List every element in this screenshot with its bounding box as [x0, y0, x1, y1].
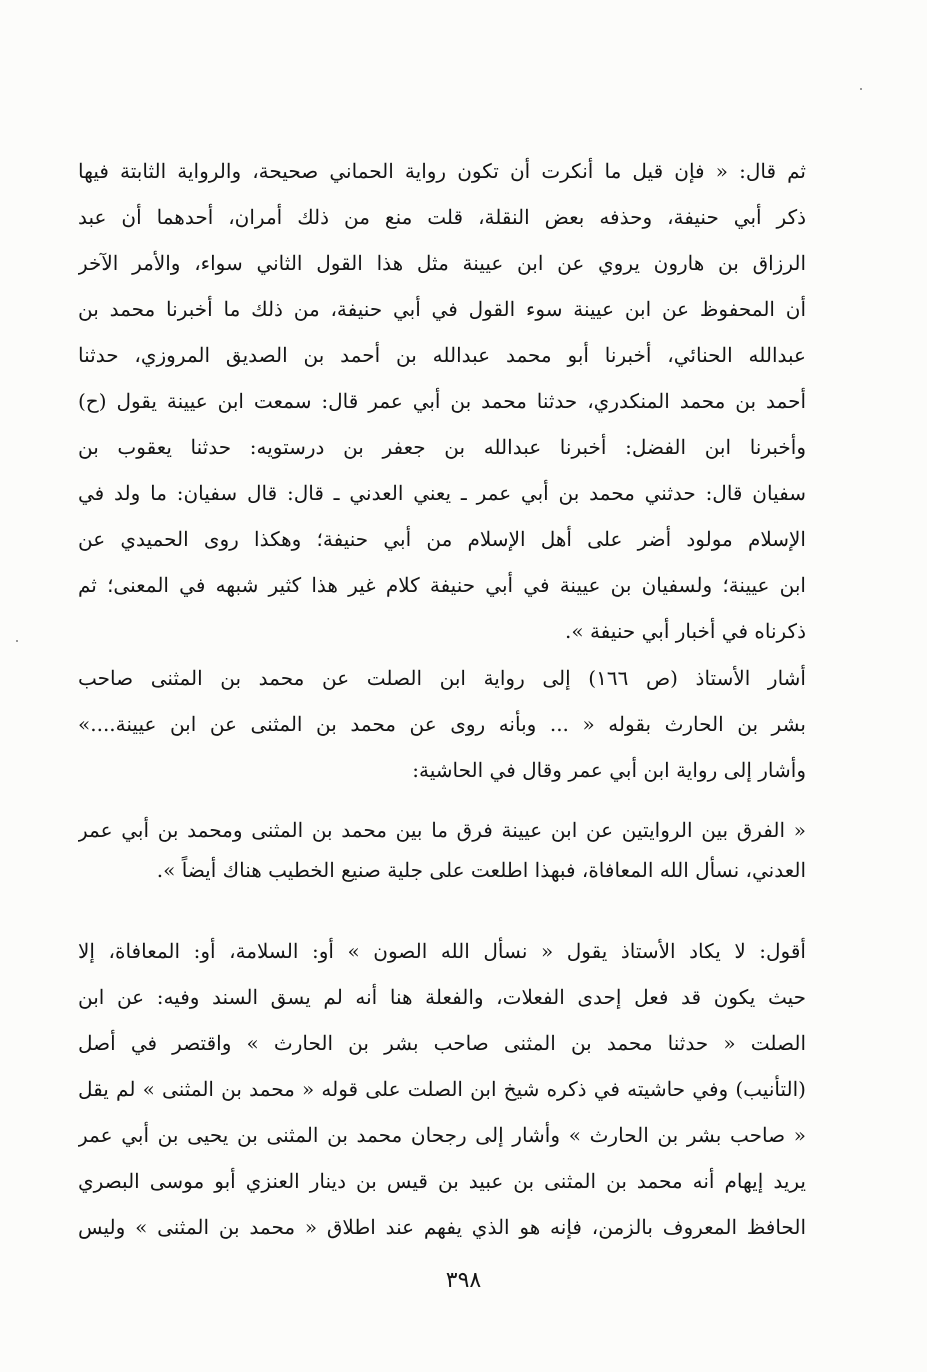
text-line: العدني، نسأل الله المعافاة، فبهذا اطلعت على جلية صنيع الخطيب هناك أيضاً ». — [156, 858, 806, 882]
paragraph-1 — [78, 148, 806, 654]
paragraph-4 — [78, 928, 806, 1250]
text-line: وأخبرنا ابن الفضل: أخبرنا عبدالله بن جعفر بن درستويه: حدثنا يعقوب بن — [78, 435, 806, 459]
text-line: ذكر أبي حنيفة، وحذفه بعض النقلة، قلت منع من ذلك أمران، أحدهما أن عبد — [78, 205, 806, 229]
paragraph-2 — [78, 655, 806, 793]
text-line: ثم قال: « فإن قيل ما أنكرت أن تكون رواية الحماني صحيحة، والرواية الثابتة فيها — [78, 159, 806, 183]
text-line: أحمد بن محمد المنكدري، حدثنا محمد بن أبي عمر قال: سمعت ابن عيينة يقول (ح) — [78, 389, 806, 413]
text-line: (التأنيب) وفي حاشيته في ذكره شيخ ابن الصلت على قوله « محمد بن المثنى » لم يقل — [78, 1077, 806, 1101]
scan-speck — [16, 640, 18, 642]
page-number: ٣٩٨ — [445, 1268, 482, 1293]
text-line: سفيان قال: حدثني محمد بن أبي عمر ـ يعني العدني ـ قال: قال سفيان: ما ولد في — [78, 481, 806, 505]
quoted-footnote — [78, 810, 806, 890]
text-line: الإسلام مولود أضر على أهل الإسلام من أبي حنيفة؛ وهكذا روى الحميدي عن — [78, 527, 806, 551]
text-line: « الفرق بين الروايتين عن ابن عيينة فرق ما بين محمد بن المثنى ومحمد بن أبي عمر — [78, 818, 806, 842]
text-line: ابن عيينة؛ ولسفيان بن عيينة في أبي حنيفة كلام غير هذا كثير شبهه في المعنى؛ ثم — [78, 573, 806, 597]
text-line: يريد إيهام أنه محمد بن المثنى بن عبيد بن قيس بن دينار العنزي أبو موسى البصري — [78, 1169, 806, 1193]
text-line: أن المحفوظ عن ابن عيينة سوء القول في أبي حنيفة، من ذلك ما أخبرنا محمد بن — [78, 297, 806, 321]
text-line: وأشار إلى رواية ابن أبي عمر وقال في الحاشية: — [412, 758, 806, 782]
text-line: بشر بن الحارث بقوله « ... وبأنه روى عن محمد بن المثنى عن ابن عيينة....» — [78, 712, 806, 736]
text-line: حيث يكون قد فعل إحدى الفعلات، والفعلة هنا أنه لم يسق السند وفيه: عن ابن — [78, 985, 806, 1009]
text-line: عبدالله الحنائي، أخبرنا أبو محمد عبدالله بن أحمد بن الصديق المروزي، حدثنا — [78, 343, 806, 367]
text-line: الرزاق بن هارون يروي عن ابن عيينة مثل هذا القول الثاني سواء، والأمر الآخر — [78, 251, 806, 275]
text-line: الحافظ المعروف بالزمن، فإنه هو الذي يفهم عند اطلاق « محمد بن المثنى » وليس — [78, 1215, 806, 1239]
text-line: ذكرناه في أخبار أبي حنيفة ». — [565, 619, 806, 643]
text-line: « صاحب بشر بن الحارث » وأشار إلى رجحان محمد بن المثنى بن يحيى بن أبي عمر — [78, 1123, 806, 1147]
text-line: أقول: لا يكاد الأستاذ يقول « نسأل الله الصون » أو: السلامة، أو: المعافاة، إلا — [78, 939, 806, 963]
text-line: الصلت « حدثنا محمد بن المثنى صاحب بشر بن الحارث » واقتصر في أصل — [78, 1031, 806, 1055]
text-line: أشار الأستاذ (ص ١٦٦) إلى رواية ابن الصلت عن محمد بن المثنى صاحب — [78, 666, 806, 690]
scan-speck — [860, 88, 862, 90]
